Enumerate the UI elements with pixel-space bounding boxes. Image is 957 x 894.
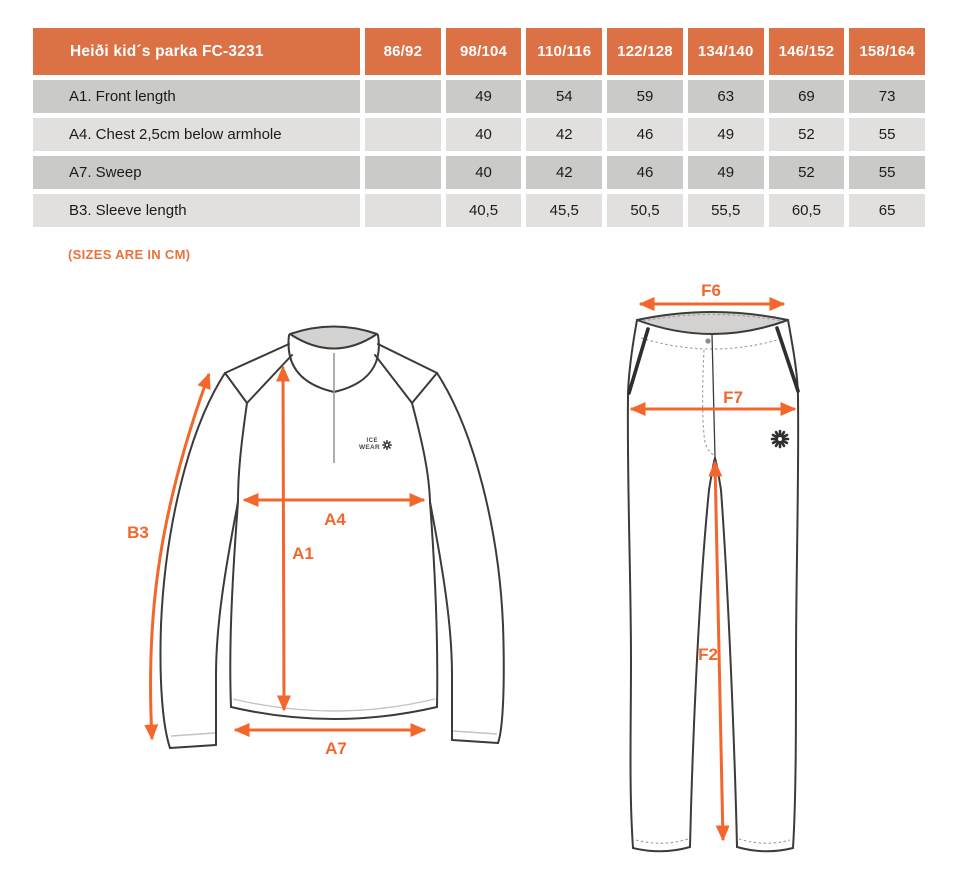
label-f7: F7	[723, 388, 743, 407]
shoulder-right	[378, 344, 437, 373]
size-header-cell: 134/140	[688, 28, 764, 75]
raglan-right	[412, 403, 430, 501]
value-cell: 46	[607, 156, 683, 189]
arrow-b3	[150, 374, 209, 739]
value-cell: 73	[849, 80, 925, 113]
sweater-measurements	[127, 367, 425, 758]
pocket-line-left	[629, 329, 648, 393]
units-note: (SIZES ARE IN CM)	[68, 247, 191, 262]
left-cuff	[170, 745, 216, 748]
waist-button	[705, 338, 710, 343]
label-a7: A7	[325, 739, 347, 758]
size-header-cell: 86/92	[365, 28, 441, 75]
label-a4: A4	[324, 510, 346, 529]
row-label-cell: A7. Sweep	[33, 156, 360, 189]
pants-diagram	[600, 280, 840, 880]
right-cuff-stitch	[453, 731, 497, 734]
value-cell	[365, 80, 441, 113]
value-cell: 40	[446, 118, 522, 151]
right-sleeve	[437, 373, 504, 743]
value-cell: 42	[526, 118, 602, 151]
value-cell: 60,5	[769, 194, 845, 227]
value-cell: 69	[769, 80, 845, 113]
center-front-seam	[712, 334, 715, 457]
pants-right-outer	[788, 320, 798, 848]
value-cell: 65	[849, 194, 925, 227]
pants-left-outer	[628, 320, 637, 848]
yoke-right	[375, 355, 437, 403]
row-label-cell: A4. Chest 2,5cm below armhole	[33, 118, 360, 151]
sweater-outline	[160, 327, 503, 749]
size-header-cell: 146/152	[769, 28, 845, 75]
label-b3: B3	[127, 523, 149, 542]
left-cuff-stitch	[171, 733, 215, 736]
arrow-a1	[283, 367, 284, 710]
value-cell: 46	[607, 118, 683, 151]
value-cell: 49	[688, 156, 764, 189]
hem-stitch	[233, 699, 435, 711]
left-leg-hem	[633, 847, 690, 851]
raglan-left	[238, 403, 247, 501]
right-cuff	[452, 740, 498, 743]
pants-outline	[628, 312, 798, 851]
waistband-top	[637, 312, 788, 334]
value-cell: 52	[769, 118, 845, 151]
value-cell: 42	[526, 156, 602, 189]
row-label-cell: B3. Sleeve length	[33, 194, 360, 227]
value-cell: 54	[526, 80, 602, 113]
value-cell: 40,5	[446, 194, 522, 227]
value-cell: 49	[688, 118, 764, 151]
value-cell: 52	[769, 156, 845, 189]
value-cell: 45,5	[526, 194, 602, 227]
value-cell: 59	[607, 80, 683, 113]
size-table	[33, 28, 925, 227]
label-a1: A1	[292, 544, 314, 563]
value-cell: 40	[446, 156, 522, 189]
left-hem-stitch	[636, 839, 688, 843]
snowflake-icon	[383, 441, 391, 449]
hem	[231, 707, 437, 719]
value-cell: 63	[688, 80, 764, 113]
size-header-cell: 122/128	[607, 28, 683, 75]
value-cell: 55	[849, 156, 925, 189]
value-cell: 49	[446, 80, 522, 113]
size-header-cell: 158/164	[849, 28, 925, 75]
value-cell: 50,5	[607, 194, 683, 227]
row-label-cell: A1. Front length	[33, 80, 360, 113]
size-header-cell: 110/116	[526, 28, 602, 75]
table-title: Heiði kid´s parka FC-3231	[33, 28, 360, 75]
sweater-diagram	[90, 295, 510, 775]
value-cell: 55,5	[688, 194, 764, 227]
value-cell	[365, 156, 441, 189]
snowflake-logo	[772, 431, 788, 447]
label-f2: F2	[698, 645, 718, 664]
logo-text-ice: ICE	[366, 438, 378, 444]
brand-logo	[359, 438, 391, 451]
right-hem-stitch	[739, 839, 790, 843]
label-f6: F6	[701, 281, 721, 300]
value-cell	[365, 194, 441, 227]
size-header-cell: 98/104	[446, 28, 522, 75]
collar-inside	[290, 327, 377, 349]
value-cell: 55	[849, 118, 925, 151]
logo-text-wear: WEAR	[358, 444, 380, 451]
value-cell	[365, 118, 441, 151]
right-leg-hem	[737, 847, 793, 851]
